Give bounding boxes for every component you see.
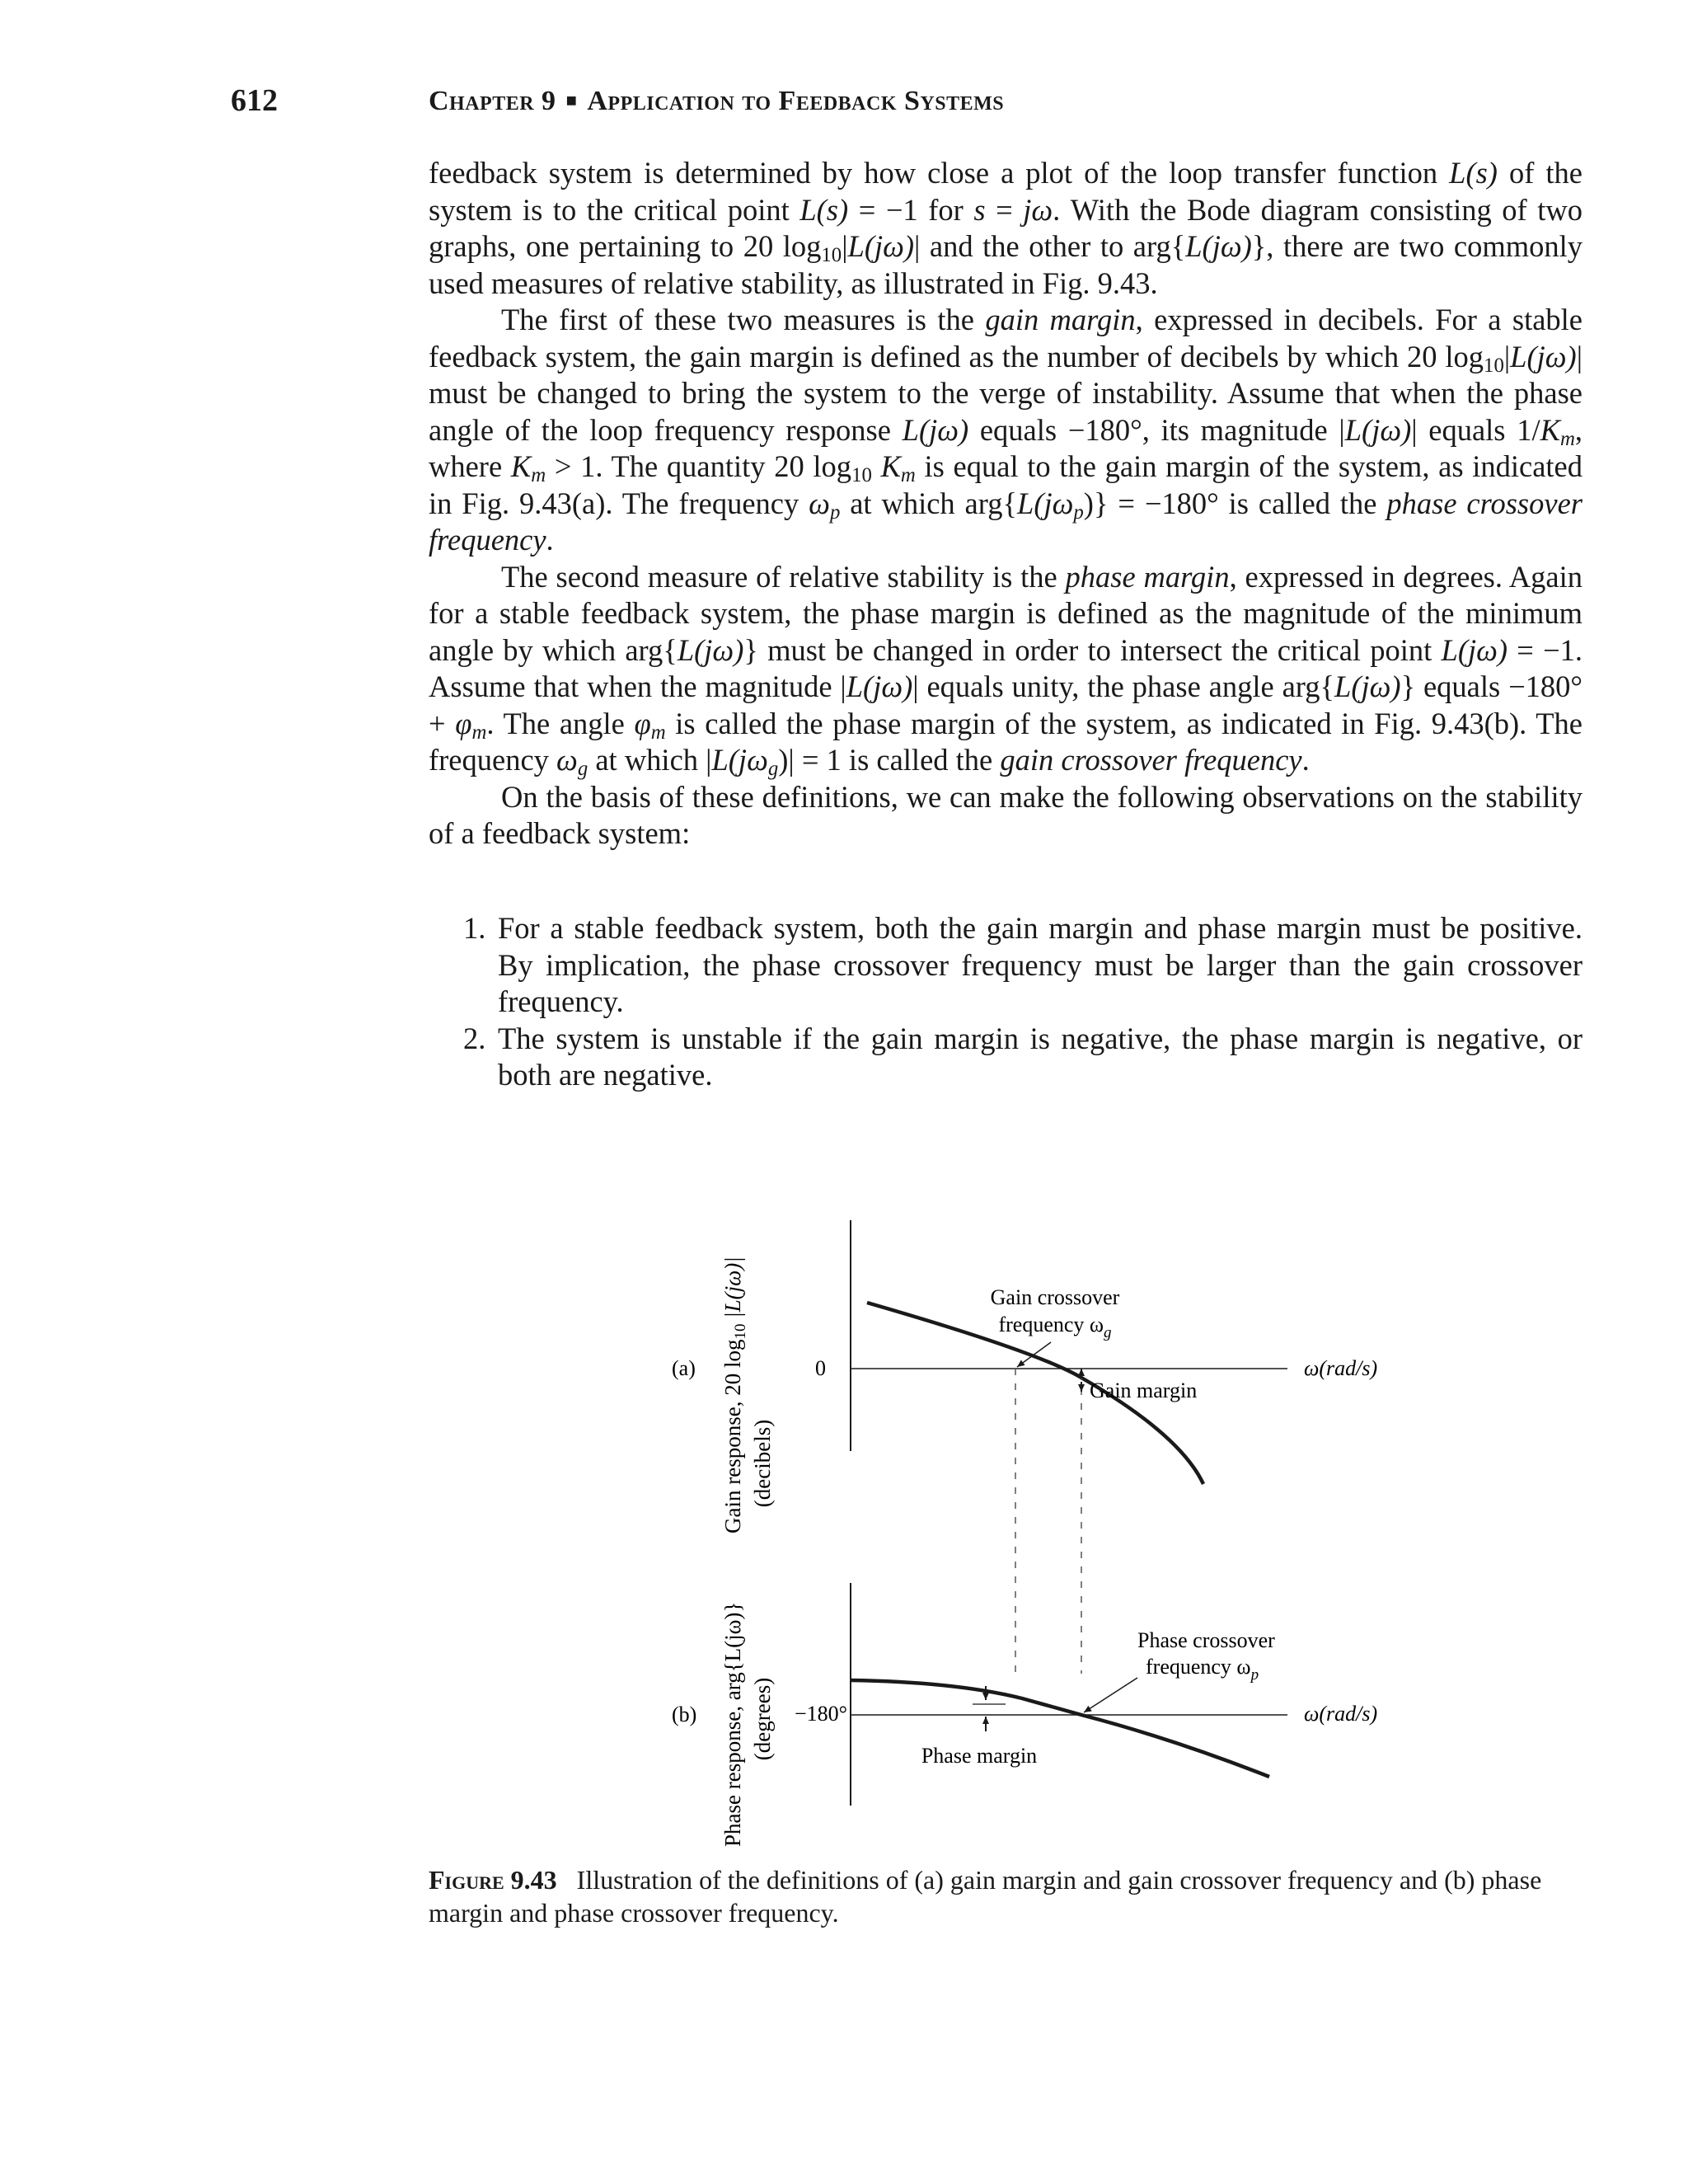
- figure-caption: [429, 1863, 1582, 1929]
- bullet-separator-icon: ■: [565, 90, 578, 110]
- gain-margin-label: Gain margin: [1090, 1379, 1198, 1402]
- figure-9-43: [610, 1212, 1418, 1872]
- panel-b-x-axis-label: ω(rad/s): [1304, 1702, 1378, 1726]
- gain-crossover-label: Gain crossover: [990, 1285, 1120, 1309]
- panel-b-ylabel-units: (degrees): [750, 1677, 775, 1761]
- panel-a-ylabel: Gain response, 20 $\log_{10} |L(j\omega)|$: [720, 1256, 749, 1533]
- chapter-title: Application to Feedback Systems: [587, 86, 1005, 116]
- paragraph-4: On the basis of these definitions, we can make the following observations on the stability of a feedback system:: [429, 779, 1582, 850]
- paragraph-1: feedback system is determined by how close a plot of the loop transfer function L(s) of the system is to the critical point L(s) = −1 for s = jω. With the Bode diagram consisting of two graphs, one pertaining to 20 $\log_{10}|L(j\omega)|$ and the other to arg{L(jω)}, there are two commonly used measures of relative stability, as illustrated in Fig. 9.43.: [429, 156, 1582, 300]
- paragraph-3: The second measure of relative stability is the phase margin, expressed in degrees. Again for a stable feedback system, the phase margin is defined as the magnitude of the minimum angle by which arg{L(jω)} must be changed in order to intersect the critical point L(jω) = −1. Assume that when the magnitude |L(jω)| equals unity, the phase angle arg{L(jω)} equals $-180^\circ + \varphi_m$. The angle $\varphi_m$ is called the phase margin of the system, as indicated in Fig. 9.43(b). The frequency $\omega_g$ at which $|L(j\omega_g)| = 1$ is called the gain crossover frequency.: [429, 559, 1582, 781]
- page-number: 612: [231, 83, 278, 118]
- list-item: 1. For a stable feedback system, both the gain margin and phase margin must be positive. By implication, the phase crossover frequency must be larger than the gain crossover frequency.: [463, 911, 1582, 1018]
- gain-crossover-label-2: frequency $\omega_g$: [998, 1313, 1112, 1341]
- phase-crossover-label-2: frequency $\omega_p$: [1146, 1655, 1259, 1684]
- panel-a-ylabel-units: (decibels): [750, 1419, 775, 1508]
- list-item: 2. The system is unstable if the gain margin is negative, the phase margin is negative, or both are negative.: [463, 1021, 1582, 1092]
- panel-b-label: (b): [672, 1703, 697, 1726]
- gain-crossover-pointer-icon: [1017, 1342, 1051, 1367]
- phase-curve: [851, 1680, 1269, 1777]
- paragraph-2: The first of these two measures is the gain margin, expressed in decibels. For a stable feedback system, the gain margin is defined as the number of decibels by which 20 $\log_{10}|L(j\omega)|$ must be changed to bring the system to the verge of instability. Assume that when the phase angle of the loop frequency response L(jω) equals −180°, its magnitude |L(jω)| equals $1/K_m$, where $K_m > 1$. The quantity 20 $\log_{10} K_m$ is equal to the gain margin of the system, as indicated in Fig. 9.43(a). The frequency $\omega_p$ at which $arg\{L(j\omega_p)\} = -180^\circ$ is called the phase crossover frequency.: [429, 303, 1583, 557]
- phase-margin-label: Phase margin: [921, 1744, 1038, 1768]
- panel-a-zero-tick: 0: [815, 1356, 826, 1380]
- panel-b-ylabel: Phase response, arg{L(jω)}: [720, 1601, 745, 1847]
- phase-crossover-pointer-icon: [1084, 1678, 1137, 1712]
- body-text: [429, 155, 1582, 852]
- bode-diagram: [610, 1212, 1418, 1872]
- observations-list: [429, 910, 1582, 1094]
- phase-crossover-label: Phase crossover: [1137, 1628, 1275, 1652]
- chapter-number: Chapter 9: [429, 86, 556, 116]
- panel-a-label: (a): [672, 1356, 696, 1380]
- caption-text: Illustration of the definitions of (a) gain margin and gain crossover frequency and (b) phase margin and phase crossover frequency.: [429, 1865, 1542, 1928]
- panel-a-x-axis-label: ω(rad/s): [1304, 1356, 1378, 1380]
- panel-b-tick-minus-180: −180°: [794, 1702, 847, 1726]
- running-head: [429, 86, 1004, 117]
- page-header: [0, 82, 1688, 132]
- figure-label: Figure 9.43: [429, 1865, 557, 1895]
